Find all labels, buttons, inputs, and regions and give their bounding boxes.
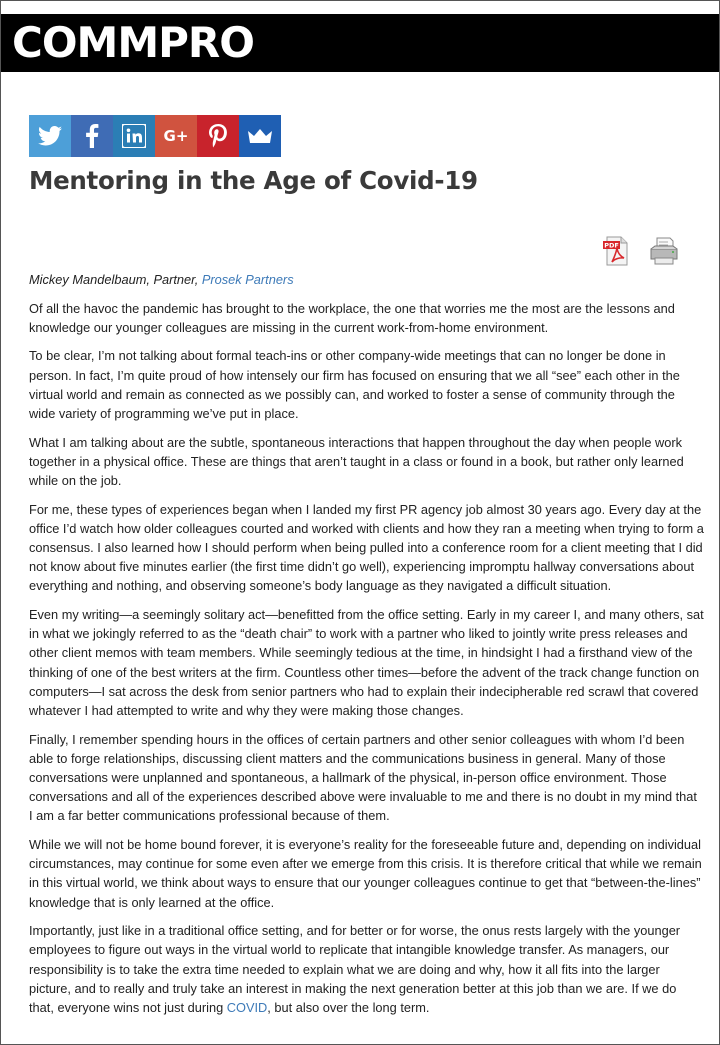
paragraph: For me, these types of experiences began when I landed my first PR agency job almost 30 years ago. Every day at the office I’d watch how older colleagues courted and worked with clients and how they ran a meeting when trying to form a consensus. I also learned how I should perform when being pulled into a conference room for a client meeting that I did not know about five minutes earlier (the first time didn’t go well), experiencing impromptu hallway conversations about everything and nothing, and observing someone’s body language as they navigated a difficult situation.	[29, 501, 704, 594]
crown-share-button[interactable]	[239, 115, 281, 157]
article-title: Mentoring in the Age of Covid-19	[29, 166, 478, 195]
pinterest-icon	[209, 124, 227, 148]
site-header	[1, 14, 719, 72]
google-plus-icon: G+	[163, 127, 189, 145]
facebook-icon	[85, 124, 99, 148]
pinterest-share-button[interactable]	[197, 115, 239, 157]
facebook-share-button[interactable]	[71, 115, 113, 157]
paragraph: What I am talking about are the subtle, spontaneous interactions that happen throughout the day when people work together in a physical office. These are things that aren’t taught in a class or found in a book, but rather only learned while on the job.	[29, 434, 684, 488]
paragraph-text: Importantly, just like in a traditional office setting, and for better or for worse, the onus rests largely with the younger employees to figure out ways in the virtual world to replicate that intangible knowledge transfer. As managers, our responsibility is to take the extra time needed to explain what we are doing and why, how it all fits into the larger picture, and to really and truly take an interest in making the next generation better at this job than we are. If we do that, everyone wins not just during	[29, 923, 681, 1016]
linkedin-icon	[122, 124, 146, 148]
covid-link[interactable]: COVID	[226, 1000, 268, 1016]
print-button[interactable]	[648, 236, 680, 266]
paragraph: Of all the havoc the pandemic has brought to the workplace, the one that worries me the most are the lessons and knowledge our younger colleagues are missing in the current work-from-home environment.	[29, 300, 675, 335]
paragraph-text-end: , but also over the long term.	[267, 1000, 430, 1016]
paragraph: Finally, I remember spending hours in the offices of certain partners and other senior colleagues with whom I’d been able to forge relationships, discussing client matters and the communications business in general. Many of those conversations were unplanned and spontaneous, a hallmark of the physical, in-person office environment. Those conversations and all of the experiences described above were invaluable to me and there is no doubt in my mind that I am a far better communications professional because of them.	[29, 731, 697, 824]
byline	[29, 270, 704, 289]
paragraph: Even my writing—a seemingly solitary act—benefitted from the office setting. Early in my career I, and many others, sat in what we jokingly referred to as the “death chair” to work with a partner who liked to jointly write press releases and other client memos with team members. While seemingly tedious at the time, in hindsight I had a firsthand view of the thinking of one of the best writers at the firm. Countless other times—before the advent of the track change function on computers—I sat across the desk from senior partners who had to explain their indecipherable red scrawl that covered whatever I had attempted to write and why they were making those changes.	[29, 607, 704, 719]
twitter-share-button[interactable]	[29, 115, 71, 157]
article-body	[29, 270, 704, 1027]
firm-link[interactable]: Prosek Partners	[201, 272, 294, 287]
paragraph-last	[29, 921, 704, 1017]
article-tools	[602, 236, 680, 266]
twitter-icon	[38, 126, 62, 146]
crown-icon	[248, 129, 272, 143]
paragraph: To be clear, I’m not talking about formal teach-ins or other company-wide meetings that can no longer be done in person. In fact, I’m quite proud of how intensely our firm has focused on ensuring that we all “see” each other in the virtual world and remain as connected as we possibly can, and worked to foster a sense of community through the wide variety of programming we’ve put in place.	[29, 348, 680, 421]
printer-icon	[648, 251, 680, 270]
pdf-button[interactable]	[602, 236, 634, 266]
author-name: Mickey Mandelbaum, Partner,	[29, 272, 202, 287]
share-bar	[29, 115, 281, 157]
google-plus-share-button[interactable]	[155, 115, 197, 157]
paragraph: While we will not be home bound forever, it is everyone’s reality for the foreseeable future and, depending on individual circumstances, may continue for some even after we emerge from this crisis. It is therefore critical that while we remain in this virtual world, we think about ways to ensure that our younger colleagues continue to get that “between-the-lines” knowledge that is only learned at the office.	[29, 837, 702, 910]
linkedin-share-button[interactable]	[113, 115, 155, 157]
svg-text:PDF: PDF	[604, 241, 619, 250]
logo-text: COMMPRO	[12, 18, 254, 67]
site-logo[interactable]	[12, 19, 254, 67]
pdf-icon	[602, 241, 632, 270]
